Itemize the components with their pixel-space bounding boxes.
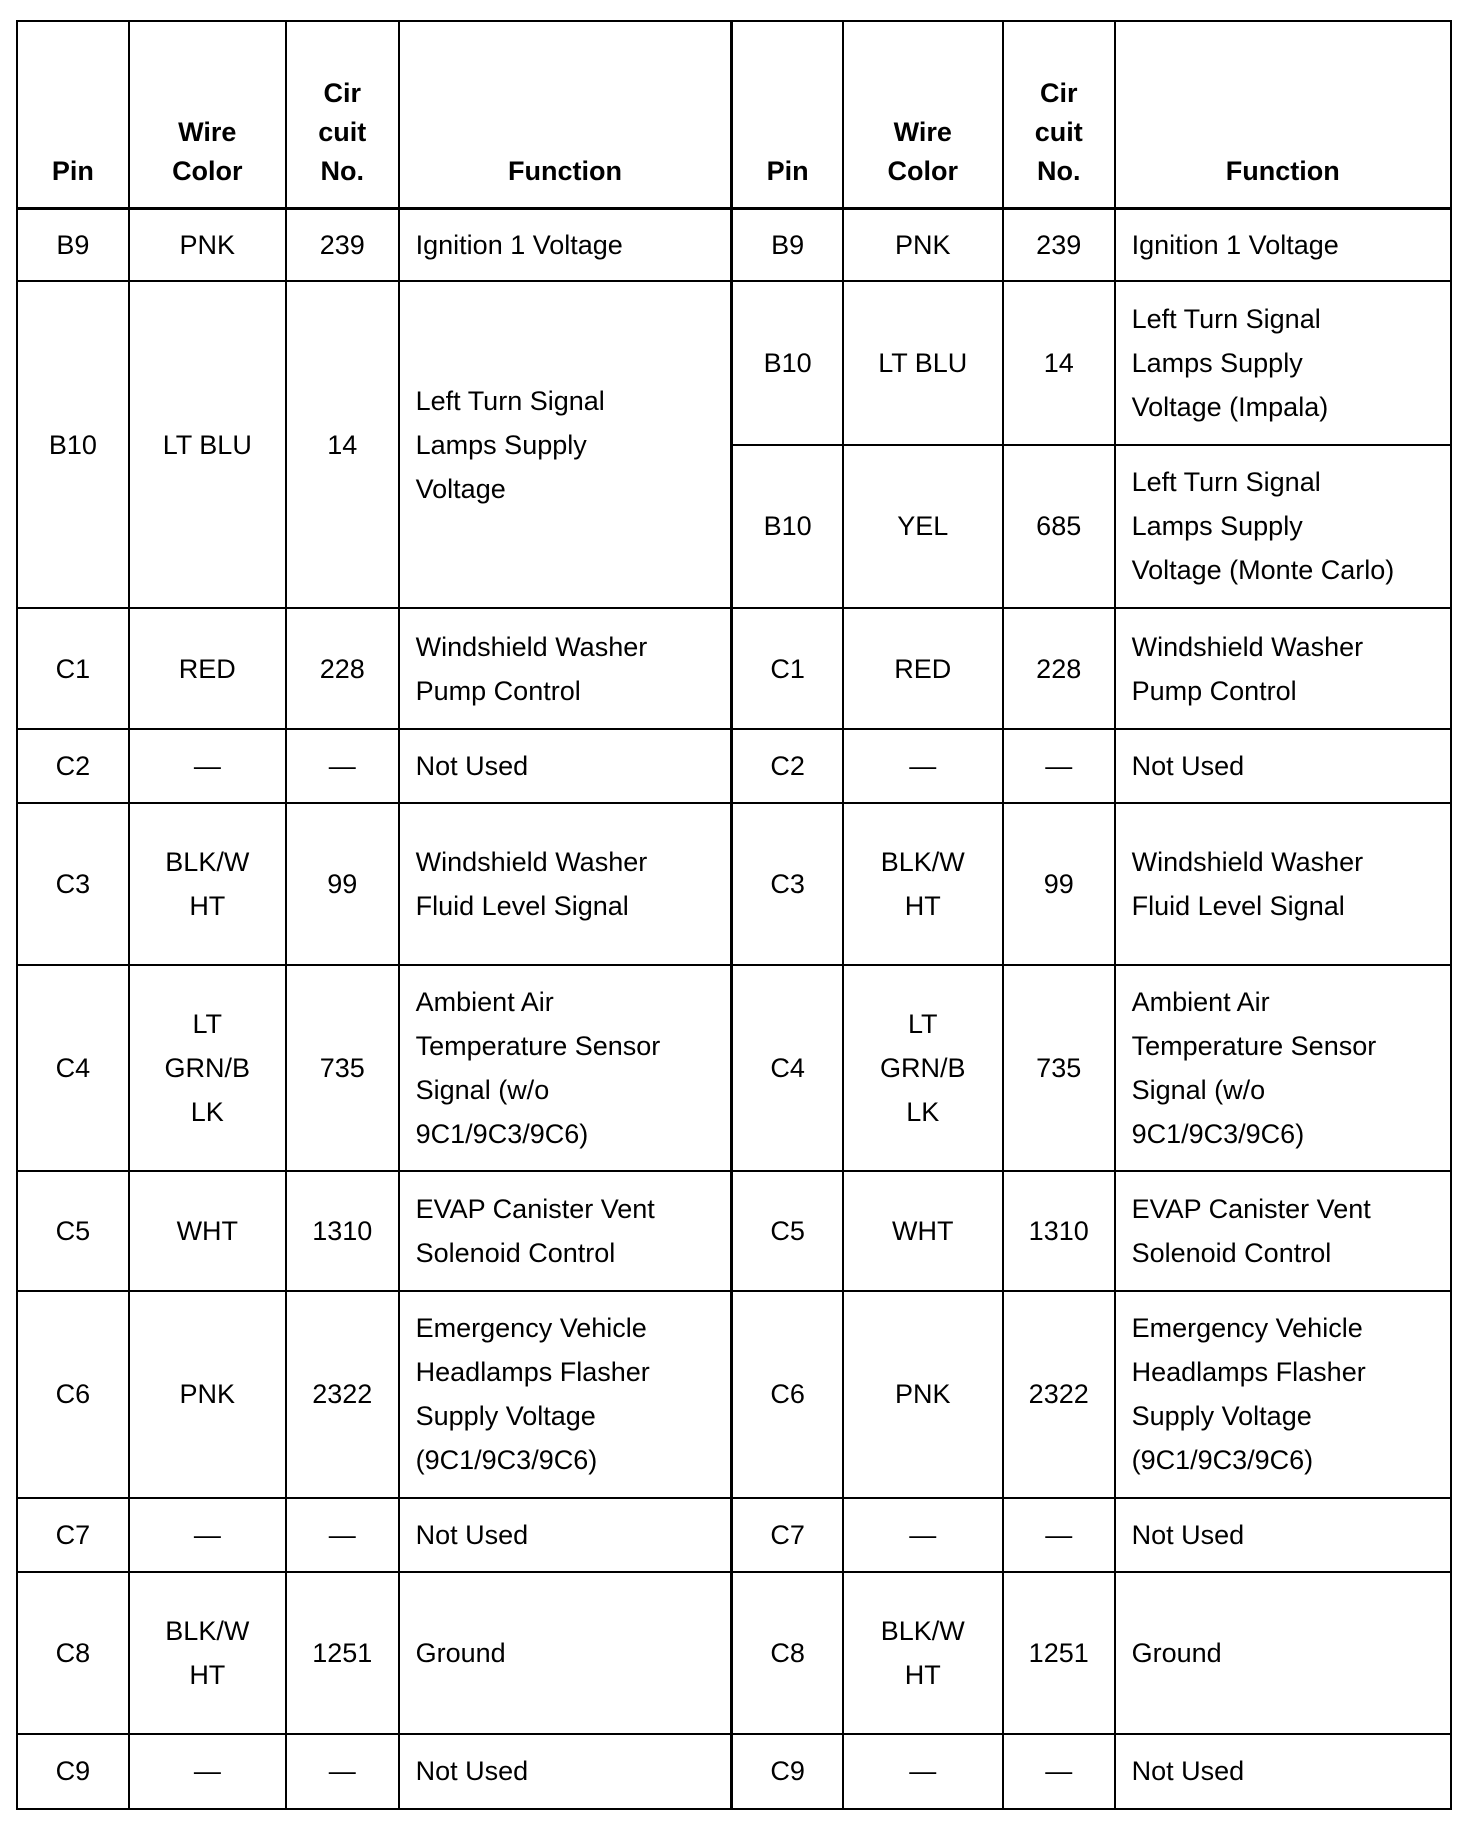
pin-cell: B10 bbox=[17, 281, 129, 608]
function-cell: Ignition 1 Voltage bbox=[399, 209, 732, 281]
circuit-cell: 228 bbox=[1003, 608, 1115, 728]
circuit-cell: 1310 bbox=[286, 1171, 399, 1290]
circuit-cell: 14 bbox=[286, 281, 399, 608]
function-cell: Ambient Air Temperature Sensor Signal (w/o 9C1/9C3/9C6) bbox=[1115, 965, 1451, 1172]
circuit-cell: 228 bbox=[286, 608, 399, 728]
circuit-cell: 1310 bbox=[1003, 1171, 1115, 1290]
function-cell: Not Used bbox=[399, 729, 732, 803]
pin-cell: B9 bbox=[17, 209, 129, 281]
table-row bbox=[17, 965, 1451, 1172]
header-function-right: Function bbox=[1115, 21, 1451, 209]
function-cell: Not Used bbox=[399, 1498, 732, 1572]
circuit-cell: 99 bbox=[1003, 803, 1115, 965]
header-wire-color-right: Wire Color bbox=[843, 21, 1003, 209]
header-circuit-no-left: Cir cuit No. bbox=[286, 21, 399, 209]
pin-cell: B9 bbox=[732, 209, 843, 281]
function-cell: Ground bbox=[399, 1572, 732, 1734]
wire-color-cell: — bbox=[129, 729, 286, 803]
function-cell: Ignition 1 Voltage bbox=[1115, 209, 1451, 281]
function-cell: Ground bbox=[1115, 1572, 1451, 1734]
circuit-cell: 239 bbox=[286, 209, 399, 281]
table-row bbox=[17, 729, 1451, 803]
wire-color-cell: PNK bbox=[843, 1291, 1003, 1498]
wire-color-cell: PNK bbox=[843, 209, 1003, 281]
circuit-cell: — bbox=[1003, 1498, 1115, 1572]
function-cell: Emergency Vehicle Headlamps Flasher Supply Voltage (9C1/9C3/9C6) bbox=[1115, 1291, 1451, 1498]
circuit-cell: 1251 bbox=[1003, 1572, 1115, 1734]
pin-cell: C7 bbox=[17, 1498, 129, 1572]
circuit-cell: 99 bbox=[286, 803, 399, 965]
wire-color-cell: BLK/W HT bbox=[843, 803, 1003, 965]
circuit-cell: 239 bbox=[1003, 209, 1115, 281]
wire-color-cell: — bbox=[843, 1734, 1003, 1809]
function-cell: Left Turn Signal Lamps Supply Voltage (Monte Carlo) bbox=[1115, 445, 1451, 609]
function-cell: Emergency Vehicle Headlamps Flasher Supply Voltage (9C1/9C3/9C6) bbox=[399, 1291, 732, 1498]
pin-cell: C8 bbox=[732, 1572, 843, 1734]
circuit-cell: 735 bbox=[286, 965, 399, 1172]
wire-color-cell: BLK/W HT bbox=[129, 1572, 286, 1734]
circuit-cell: 685 bbox=[1003, 445, 1115, 609]
circuit-cell: 14 bbox=[1003, 281, 1115, 445]
pin-cell: C9 bbox=[732, 1734, 843, 1809]
wire-color-cell: — bbox=[843, 1498, 1003, 1572]
header-wire-color-left: Wire Color bbox=[129, 21, 286, 209]
function-cell: Not Used bbox=[1115, 1498, 1451, 1572]
pin-cell: C9 bbox=[17, 1734, 129, 1809]
pin-cell: C1 bbox=[17, 608, 129, 728]
wire-color-cell: LT BLU bbox=[129, 281, 286, 608]
function-cell: Not Used bbox=[1115, 729, 1451, 803]
function-cell: Left Turn Signal Lamps Supply Voltage bbox=[399, 281, 732, 608]
function-cell: Windshield Washer Fluid Level Signal bbox=[1115, 803, 1451, 965]
function-cell: Windshield Washer Fluid Level Signal bbox=[399, 803, 732, 965]
header-row bbox=[17, 21, 1451, 209]
table-row bbox=[17, 1734, 1451, 1809]
table-row bbox=[17, 1291, 1451, 1498]
wire-color-cell: YEL bbox=[843, 445, 1003, 609]
circuit-cell: — bbox=[286, 1734, 399, 1809]
circuit-cell: — bbox=[286, 1498, 399, 1572]
function-cell: Not Used bbox=[399, 1734, 732, 1809]
circuit-cell: 2322 bbox=[286, 1291, 399, 1498]
pin-cell: B10 bbox=[732, 281, 843, 445]
wire-color-cell: PNK bbox=[129, 209, 286, 281]
circuit-cell: 1251 bbox=[286, 1572, 399, 1734]
wire-color-cell: WHT bbox=[843, 1171, 1003, 1290]
pin-cell: C4 bbox=[732, 965, 843, 1172]
table-row bbox=[17, 1171, 1451, 1290]
function-cell: Windshield Washer Pump Control bbox=[1115, 608, 1451, 728]
header-pin-right: Pin bbox=[732, 21, 843, 209]
function-cell: EVAP Canister Vent Solenoid Control bbox=[1115, 1171, 1451, 1290]
pin-cell: C8 bbox=[17, 1572, 129, 1734]
pin-cell: C1 bbox=[732, 608, 843, 728]
pin-cell: C2 bbox=[732, 729, 843, 803]
wire-color-cell: RED bbox=[129, 608, 286, 728]
circuit-cell: 2322 bbox=[1003, 1291, 1115, 1498]
wire-color-cell: LT GRN/B LK bbox=[129, 965, 286, 1172]
wire-color-cell: RED bbox=[843, 608, 1003, 728]
pin-cell: C3 bbox=[17, 803, 129, 965]
function-cell: Ambient Air Temperature Sensor Signal (w/o 9C1/9C3/9C6) bbox=[399, 965, 732, 1172]
table-row bbox=[17, 803, 1451, 965]
table-row bbox=[17, 608, 1451, 728]
pin-cell: C5 bbox=[17, 1171, 129, 1290]
wire-color-cell: LT GRN/B LK bbox=[843, 965, 1003, 1172]
function-cell: Not Used bbox=[1115, 1734, 1451, 1809]
header-function-left: Function bbox=[399, 21, 732, 209]
function-cell: Left Turn Signal Lamps Supply Voltage (Impala) bbox=[1115, 281, 1451, 445]
wire-color-cell: BLK/W HT bbox=[843, 1572, 1003, 1734]
pin-cell: C4 bbox=[17, 965, 129, 1172]
wire-color-cell: BLK/W HT bbox=[129, 803, 286, 965]
wire-color-cell: — bbox=[843, 729, 1003, 803]
circuit-cell: — bbox=[286, 729, 399, 803]
pin-cell: C3 bbox=[732, 803, 843, 965]
wire-color-cell: — bbox=[129, 1498, 286, 1572]
pin-cell: C6 bbox=[732, 1291, 843, 1498]
table-row bbox=[17, 1572, 1451, 1734]
header-pin-left: Pin bbox=[17, 21, 129, 209]
table-row bbox=[17, 281, 1451, 445]
circuit-cell: — bbox=[1003, 1734, 1115, 1809]
pin-cell: B10 bbox=[732, 445, 843, 609]
header-circuit-no-right: Cir cuit No. bbox=[1003, 21, 1115, 209]
function-cell: Windshield Washer Pump Control bbox=[399, 608, 732, 728]
pin-cell: C7 bbox=[732, 1498, 843, 1572]
wire-color-cell: WHT bbox=[129, 1171, 286, 1290]
pin-cell: C6 bbox=[17, 1291, 129, 1498]
function-cell: EVAP Canister Vent Solenoid Control bbox=[399, 1171, 732, 1290]
pin-cell: C5 bbox=[732, 1171, 843, 1290]
table-row bbox=[17, 209, 1451, 281]
wire-color-cell: LT BLU bbox=[843, 281, 1003, 445]
wire-color-cell: PNK bbox=[129, 1291, 286, 1498]
circuit-cell: — bbox=[1003, 729, 1115, 803]
connector-pinout-sheet bbox=[16, 20, 1452, 1810]
wire-color-cell: — bbox=[129, 1734, 286, 1809]
circuit-cell: 735 bbox=[1003, 965, 1115, 1172]
pinout-table bbox=[16, 20, 1452, 1810]
table-row bbox=[17, 1498, 1451, 1572]
pin-cell: C2 bbox=[17, 729, 129, 803]
